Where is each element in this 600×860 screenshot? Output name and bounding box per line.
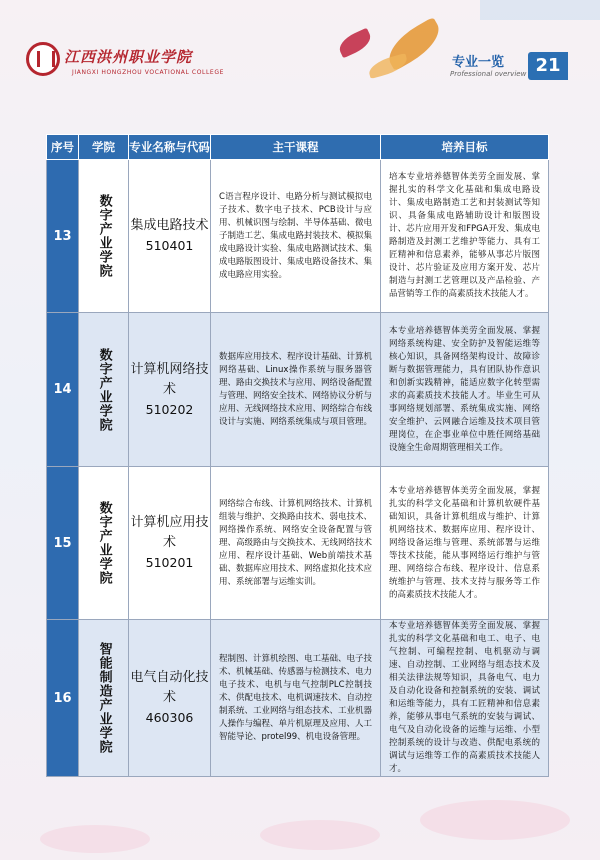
cloud-decoration (260, 820, 380, 850)
page-header (0, 0, 600, 110)
objective-text: 培本专业培养德智体美劳全面发展、掌握扎实的科学文化基础和集成电路设计、集成电路制造工艺和封装测试等知识、具备集成电路辅助设计和版图设计、芯片应用开发和FPGA开发、集成电路制造及封测工艺维护等能力、具有工匠精神和信息素养，能够从事芯片版图设计、芯片验证及应用方案开发、芯片制造与封测工艺管理以及产品检验、产品营销等工作的高素质技术技能人才。 (389, 172, 540, 299)
major-code: 510401 (145, 238, 194, 253)
objective-text: 本专业培养德智体美劳全面发展，掌握扎实的科学文化基础和计算机软硬件基础知识，具备计算机组成与维护、计算机网络技术、数据库应用、程序设计、网络设备运维与管理、系统部署与运维等技术技能，能从事网络运行维护与管理、网络综合布线、程序设计、信息系统维护与管理、技术支持与服务等工作的高素质技术技能人才。 (389, 485, 540, 600)
table-row (47, 160, 549, 313)
college-name: 数字产业学院 (96, 347, 112, 432)
objective-cell (381, 620, 549, 777)
courses-cell (211, 313, 381, 467)
college-name: 智能制造产业学院 (96, 642, 112, 754)
college-cell (79, 467, 129, 620)
header-courses: 主干课程 (211, 135, 381, 160)
college-cell (79, 620, 129, 777)
major-cell (129, 467, 211, 620)
bird-decoration-icon (336, 28, 374, 59)
header-decoration (480, 0, 600, 20)
row-number: 16 (47, 620, 79, 777)
major-cell (129, 313, 211, 467)
school-name-en: JIANGXI HONGZHOU VOCATIONAL COLLEGE (72, 69, 224, 76)
cloud-decoration (420, 800, 570, 840)
table-row (47, 313, 549, 467)
major-code: 510201 (145, 555, 194, 570)
college-name: 数字产业学院 (96, 501, 112, 585)
courses-cell (211, 160, 381, 313)
table-row (47, 467, 549, 620)
major-name: 电气自动化技术 (130, 670, 209, 705)
major-name: 集成电路技术 (130, 218, 209, 233)
row-number: 15 (47, 467, 79, 620)
major-name: 计算机网络技术 (130, 361, 209, 397)
courses-text: 网络综合布线、计算机网络技术、计算机组装与维护、交换路由技术、弱电技术、网络操作系统、网络安全设备配置与管理、高级路由与交换技术、无线网络技术应用、程序设计基础、Web前端技术基础、数据库应用技术、网络虚拟化技术应用、系统部署与运维实训。 (219, 498, 373, 587)
major-code: 460306 (145, 710, 194, 725)
school-name-cn: 江西洪州职业学院 (64, 48, 193, 66)
page-number: 21 (528, 52, 568, 80)
header-no: 序号 (47, 135, 79, 160)
courses-text: 数据库应用技术、程序设计基础、计算机网络基础、Linux操作系统与服务器管理、路由交换技术与应用、网络设备配置与管理、网络安全技术、网络协议分析与应用、无线网络技术应用、网络综合布线设计与实施、网络系统集成与项目管理。 (219, 351, 373, 427)
objective-text: 本专业培养德智体美劳全面发展、掌握扎实的科学文化基础和电工、电子、电气控制、可编程控制、电机驱动与调速、自动控制、工业网络与组态技术及相关法律法规等知识，具备电气、电力及自动化设备和控制系统的安装、调试和运维等能力，具有工匠精神和信息素养，能够从事电气系统的安装与调试、电气及自动化设备的运维与运维、小型控制系统的设计与改造、供配电系统的调试与运维等工作的高素质技术技能人才。 (389, 621, 540, 774)
row-number: 13 (47, 160, 79, 313)
major-cell (129, 160, 211, 313)
section-subtitle: Professional overview (450, 70, 527, 78)
header-major: 专业名称与代码 (129, 135, 211, 160)
courses-text: C语言程序设计、电路分析与测试模拟电子技术、数字电子技术、PCB设计与应用、机械识图与绘制、半导体基础、微电子制造工艺、集成电路封装技术、模拟集成电路设计实验、集成电路测试技术、集成电路版图设计、集成电路设备技术、集成电路应用实验。 (219, 191, 373, 280)
header-objective: 培养目标 (381, 135, 549, 160)
objective-text: 本专业培养德智体美劳全面发展、掌握网络系统构建、安全防护及智能运维等核心知识，具备网络架构设计、故障诊断与数据管理能力，具有团队协作意识和创新实践精神，能适应数字化转型需求的高素质技术技能人才。毕业生可从事网络规划部署、系统集成实施、网络安全维护、云网融合运维及技术项目管理岗位，在企事业单位中胜任网络基础设施全生命周期管理相关工作。 (389, 325, 540, 453)
college-cell (79, 313, 129, 467)
school-logo-icon (26, 42, 60, 76)
major-cell (129, 620, 211, 777)
table-row (47, 620, 549, 777)
courses-cell (211, 467, 381, 620)
cloud-decoration (40, 825, 150, 853)
courses-cell (211, 620, 381, 777)
section-title: 专业一览 (452, 55, 505, 70)
college-name: 数字产业学院 (96, 194, 112, 278)
objective-cell (381, 313, 549, 467)
row-number: 14 (47, 313, 79, 467)
major-name: 计算机应用技术 (130, 515, 209, 550)
objective-cell (381, 467, 549, 620)
objective-cell (381, 160, 549, 313)
major-code: 510202 (145, 401, 194, 417)
college-cell (79, 160, 129, 313)
header-college: 学院 (79, 135, 129, 160)
courses-text: 程制图、计算机绘图、电工基础、电子技术、机械基础、传感器与检测技术、电力电子技术、电机与电气控制PLC控制技术、供配电技术、电机调速技术、自动控制系统、工业网络与组态技术、工业机器人操作与编程、单片机原理及应用、人工智能导论、protel99、机电设备管理。 (219, 653, 373, 742)
major-table (46, 134, 549, 777)
table-header-row (47, 135, 549, 160)
footer-decoration (0, 780, 600, 860)
